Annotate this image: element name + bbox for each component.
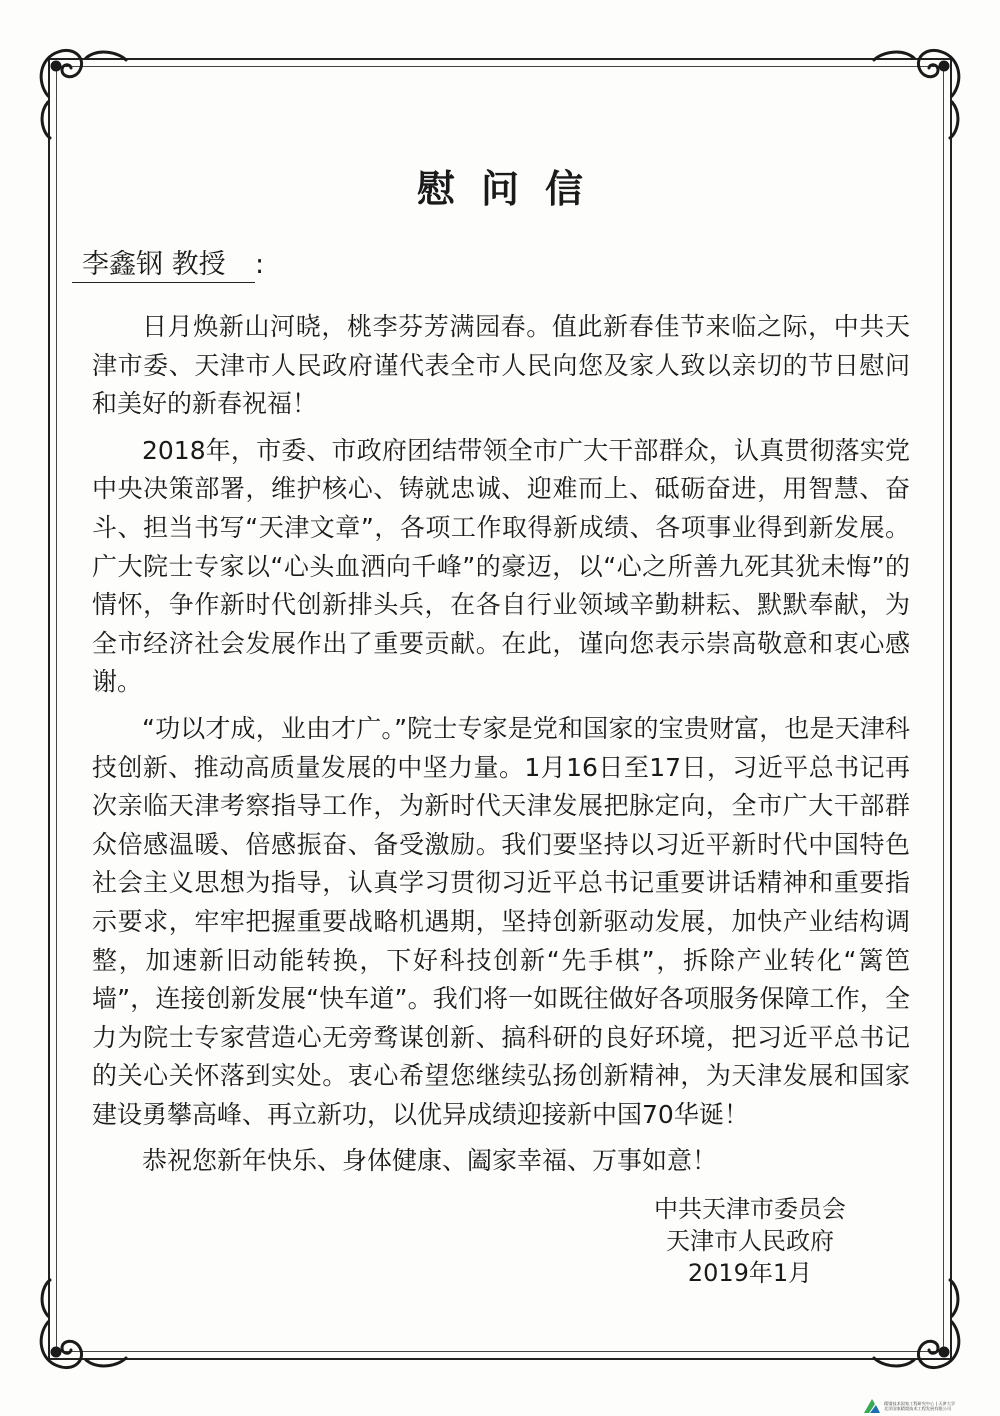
corner-ornament-top-right: [864, 36, 974, 146]
institute-logo-icon: [864, 1399, 880, 1413]
letter-body: [92, 308, 910, 1189]
footer-logo: [864, 1396, 1000, 1416]
corner-ornament-top-left: [26, 36, 136, 146]
salutation-colon: :: [255, 249, 265, 280]
salutation: [72, 248, 264, 283]
signature-org-committee: 中共天津市委员会: [654, 1195, 846, 1223]
signature-block: [600, 1193, 900, 1289]
signature-org-government: 天津市人民政府: [666, 1227, 834, 1255]
paragraph-wishes: 恭祝您新年快乐、身体健康、阖家幸福、万事如意！: [142, 1146, 718, 1176]
footer-logo-text: [884, 1401, 955, 1411]
recipient-name: 李鑫钢 教授: [72, 248, 255, 283]
corner-ornament-bottom-left: [26, 1272, 136, 1382]
signature-date: 2019年1月: [687, 1259, 813, 1287]
footer-line-2: 北洋国家精馏技术工程发展有限公司: [884, 1406, 952, 1411]
paragraph-outlook: “功以才成，业由才广。”院士专家是党和国家的宝贵财富，也是天津科技创新、推动高质量发展的中坚力量。1月16日至17日，习近平总书记再次亲临天津考察指导工作，为新时代天津发展把脉定向，全市广大干部群众倍感温暖、倍感振奋、备受激励。我们要坚持以习近平新时代中国特色社会主义思想为指导，认真学习贯彻习近平总书记重要讲话精神和重要指示要求，牢牢把握重要战略机遇期，坚持创新驱动发展，加快产业结构调整，加速新旧动能转换，下好科技创新“先手棋”，拆除产业转化“篱笆墙”，连接创新发展“快车道”。我们将一如既往做好各项服务保障工作，全力为院士专家营造心无旁骛谋创新、搞科研的良好环境，把习近平总书记的关心关怀落到实处。衷心希望您继续弘扬创新精神，为天津发展和国家建设勇攀高峰、再立新功，以优异成绩迎接新中国70华诞！: [92, 713, 910, 1129]
letter-title: 慰问信: [416, 166, 609, 211]
paragraph-achievements: 2018年，市委、市政府团结带领全市广大干部群众，认真贯彻落实党中央决策部署，维护核心、铸就忠诚、迎难而上、砥砺奋进，用智慧、奋斗、担当书写“天津文章”，各项工作取得新成绩、各项事业得到新发展。广大院士专家以“心头血洒向千峰”的豪迈，以“心之所善九死其犹未悔”的情怀，争作新时代创新排头兵，在各自行业领域辛勤耕耘、默默奉献，为全市经济社会发展作出了重要贡献。在此，谨向您表示崇高敬意和衷心感谢。: [92, 435, 910, 697]
paragraph-greeting: 日月焕新山河晓，桃李芬芳满园春。值此新春佳节来临之际，中共天津市委、天津市人民政府谨代表全市人民向您及家人致以亲切的节日慰问和美好的新春祝福！: [92, 312, 910, 419]
footer-line-1: 精馏技术国家工程研究中心 | 天津大学: [884, 1401, 956, 1406]
